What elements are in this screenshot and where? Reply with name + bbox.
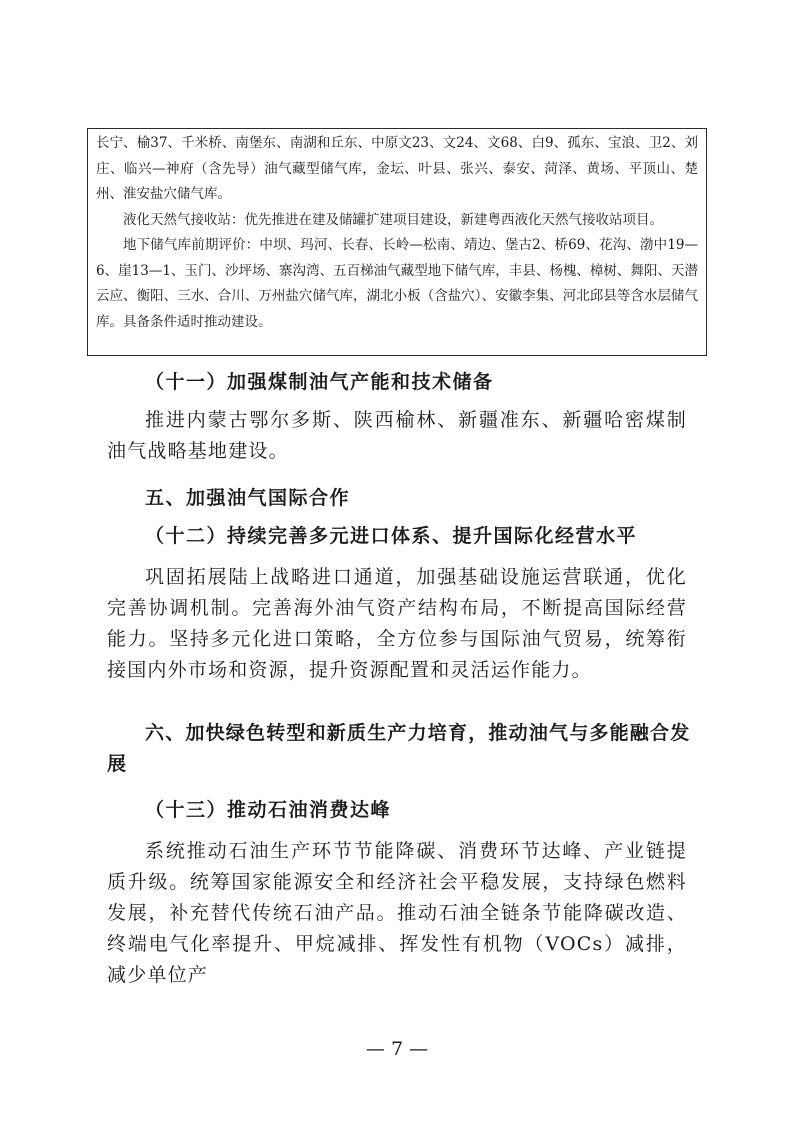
section-11-heading: （十一）加强煤制油气产能和技术储备: [145, 371, 494, 393]
section-13-paragraph: 系统推动石油生产环节节能降碳、消费环节达峰、产业链提质升级。统筹国家能源安全和经济社会平稳发展，支持绿色燃料发展，补充替代传统石油产品。推动石油全链条节能降碳改造、终端电气化率提升、甲烷减排、挥发性有机物（VOCs）减排，减少单位产: [107, 840, 687, 986]
section-6-heading: 六、加快绿色转型和新质生产力培育，推动油气与多能融合发展: [107, 722, 691, 775]
section-13-body: [107, 836, 687, 991]
page-number: — 7 —: [365, 1038, 429, 1060]
lng-terminal-label: 液化天然气接收站：: [123, 211, 245, 228]
lng-terminal-text: 优先推进在建及储罐扩建项目建设，新建粤西液化天然气接收站项目。: [244, 211, 663, 228]
section-11-body: [107, 405, 687, 467]
section-5-heading: 五、加强油气国际合作: [145, 487, 351, 509]
section-12-body: [107, 562, 687, 686]
section-11-paragraph: 推进内蒙古鄂尔多斯、陕西榆林、新疆准东、新疆哈密煤制油气战略基地建设。: [107, 409, 687, 462]
section-13-heading: （十三）推动石油消费达峰: [145, 799, 392, 821]
ugs-evaluation-label: 地下储气库前期评价：: [123, 237, 260, 253]
ugs-evaluation-paragraph: [96, 233, 698, 335]
storage-list-text: 长宁、榆37、千米桥、南堡东、南湖和丘东、中原文23、文24、文68、白9、孤东、宝浪、卫2、刘庄、临兴—神府（含先导）油气藏型储气库，金坛、叶县、张兴、泰安、菏泽、黄场、平顶山、楚州、淮安盐穴储气库。: [96, 135, 698, 202]
ugs-evaluation-text: 中坝、玛河、长春、长岭—松南、靖边、堡古2、桥69、花沟、渤中19—6、崖13—1、玉门、沙坪场、寨沟湾、五百梯油气藏型地下储气库，丰县、杨槐、樟树、舞阳、天潜云应、衡阳、三水、合川、万州盐穴储气库，湖北小板（含盐穴）、安徽李集、河北邱县等含水层储气库。具备条件适时推动建设。: [96, 237, 698, 330]
section-12-heading: （十二）持续完善多元进口体系、提升国际化经营水平: [145, 525, 638, 547]
storage-project-box: [87, 128, 707, 356]
section-12-paragraph: 巩固拓展陆上战略进口通道，加强基础设施运营联通，优化完善协调机制。完善海外油气资产结构布局，不断提高国际经营能力。坚持多元化进口策略，全方位参与国际油气贸易，统筹衔接国内外市场和资源，提升资源配置和灵活运作能力。: [107, 566, 687, 681]
lng-terminal-paragraph: [96, 208, 698, 234]
